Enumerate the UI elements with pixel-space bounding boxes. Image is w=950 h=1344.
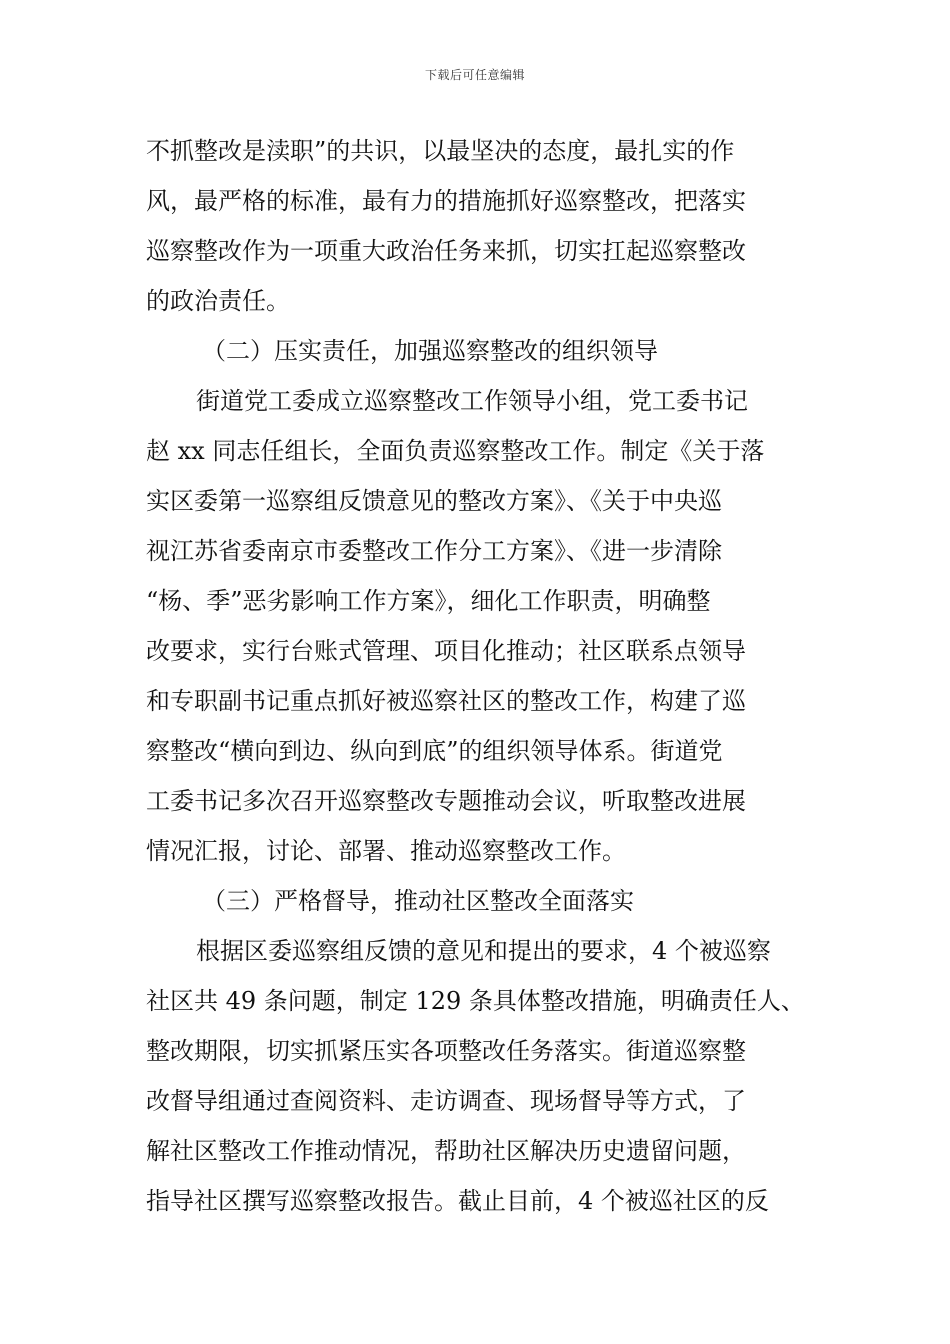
text-line: 实区委第一巡察组反馈意见的整改方案》、《关于中央巡 xyxy=(146,487,722,515)
text-line: 巡察整改作为一项重大政治任务来抓，切实扛起巡察整改 xyxy=(146,237,746,265)
text-line: 视江苏省委南京市委整改工作分工方案》、《进一步清除 xyxy=(146,537,722,565)
text-line: 不抓整改是渎职”的共识，以最坚决的态度，最扎实的作 xyxy=(146,137,735,165)
section-heading xyxy=(146,326,816,376)
section-heading xyxy=(146,876,816,926)
text-line: 指导社区撰写巡察整改报告。截止目前，4 个被巡社区的反 xyxy=(146,1187,769,1215)
text-line: 赵 xx 同志任组长，全面负责巡察整改工作。制定《关于落 xyxy=(146,437,765,465)
text-line: 改要求，实行台账式管理、项目化推动；社区联系点领导 xyxy=(146,637,746,665)
text-line: 街道党工委成立巡察整改工作领导小组，党工委书记 xyxy=(196,387,748,415)
paragraph xyxy=(146,126,816,326)
text-line: 和专职副书记重点抓好被巡察社区的整改工作，构建了巡 xyxy=(146,687,746,715)
paragraph xyxy=(146,926,816,1226)
text-line: 解社区整改工作推动情况，帮助社区解决历史遗留问题， xyxy=(146,1137,746,1165)
heading-line: （三）严格督导，推动社区整改全面落实 xyxy=(202,887,634,915)
text-line: 改督导组通过查阅资料、走访调查、现场督导等方式，了 xyxy=(146,1087,746,1115)
text-line: 情况汇报，讨论、部署、推动巡察整改工作。 xyxy=(146,837,626,865)
text-line: 风，最严格的标准，最有力的措施抓好巡察整改，把落实 xyxy=(146,187,746,215)
text-line: 的政治责任。 xyxy=(146,287,290,315)
text-line: “杨、季”恶劣影响工作方案》，细化工作职责，明确整 xyxy=(146,587,711,615)
page-header: 下载后可任意编辑 xyxy=(424,68,525,82)
document-body xyxy=(146,126,816,1226)
text-line: 工委书记多次召开巡察整改专题推动会议，听取整改进展 xyxy=(146,787,746,815)
heading-line: （二）压实责任，加强巡察整改的组织领导 xyxy=(202,337,658,365)
text-line: 察整改“横向到边、纵向到底”的组织领导体系。街道党 xyxy=(146,737,723,765)
text-line: 社区共 49 条问题，制定 129 条具体整改措施，明确责任人、 xyxy=(146,987,805,1015)
paragraph xyxy=(146,376,816,876)
text-line: 根据区委巡察组反馈的意见和提出的要求，4 个被巡察 xyxy=(196,937,771,965)
text-line: 整改期限，切实抓紧压实各项整改任务落实。街道巡察整 xyxy=(146,1037,746,1065)
